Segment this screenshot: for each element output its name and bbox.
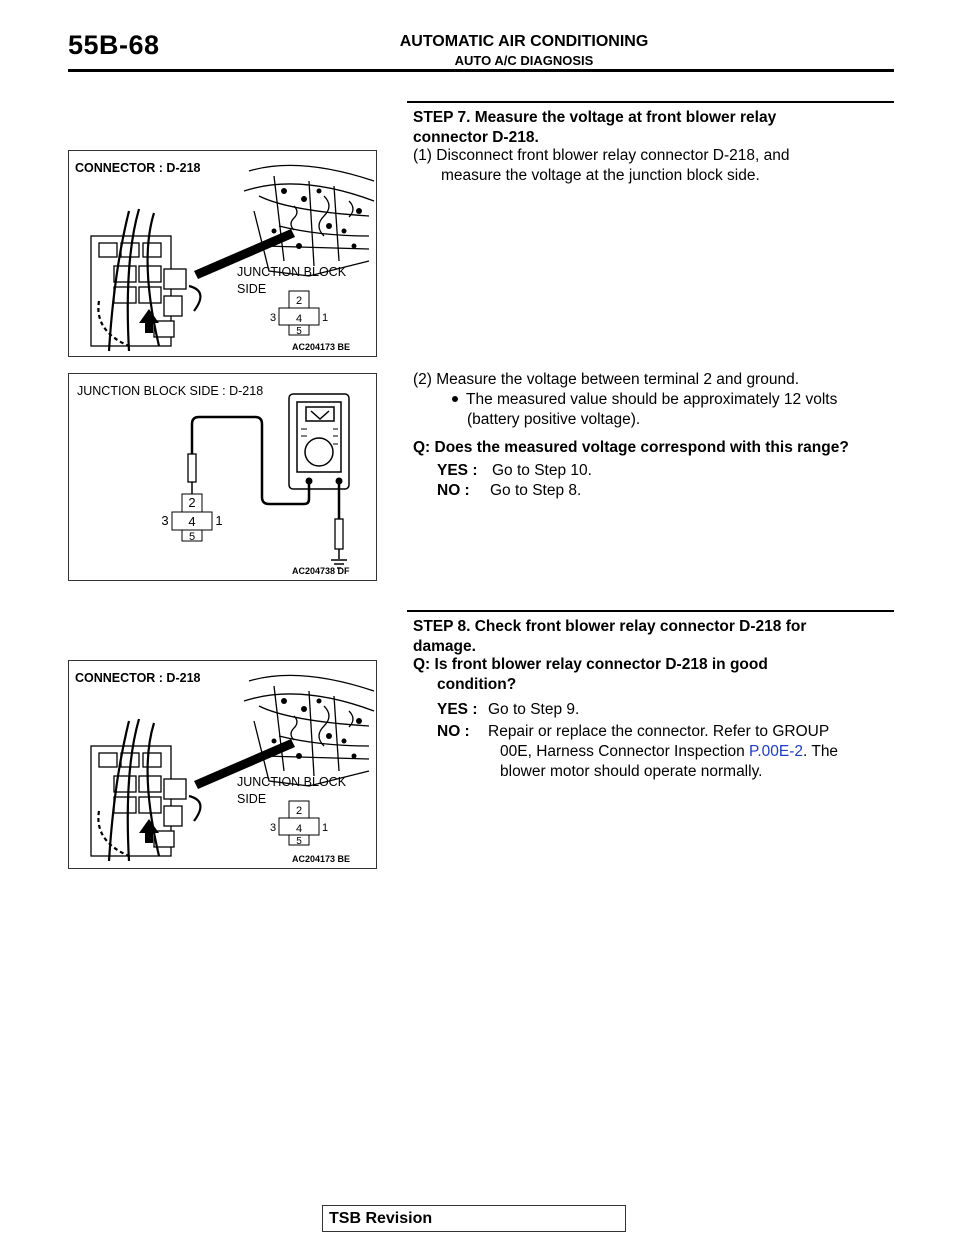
connector-illustration xyxy=(69,151,378,358)
figure-voltmeter xyxy=(68,373,377,581)
step7-yes-text: Go to Step 10. xyxy=(492,462,592,479)
tsb-revision-box: TSB Revision xyxy=(322,1205,626,1232)
pin-5: 5 xyxy=(188,531,196,543)
pin-3: 3 xyxy=(161,513,169,528)
step7-rule xyxy=(407,101,894,103)
step7-item1-line2: measure the voltage at the junction block side. xyxy=(441,167,760,184)
pin-2: 2 xyxy=(188,495,196,510)
side-label-line2: SIDE xyxy=(237,792,267,806)
step8-no-line1: Repair or replace the connector. Refer to GROUP xyxy=(488,723,830,740)
pin-4: 4 xyxy=(188,514,196,529)
figure-label: JUNCTION BLOCK SIDE : D-218 xyxy=(77,384,264,398)
pin-1: 1 xyxy=(215,513,223,528)
figure-caption: AC204173 BE xyxy=(292,854,351,864)
step7-heading-line1: STEP 7. Measure the voltage at front blower relay xyxy=(413,109,777,126)
figure-caption: AC204738 DF xyxy=(292,566,350,576)
step8-no-line2-text: 00E, Harness Connector Inspection xyxy=(500,743,749,760)
step8-no-line3: blower motor should operate normally. xyxy=(500,763,763,780)
pin-2: 2 xyxy=(295,295,303,307)
step7-bullet-line2: (battery positive voltage). xyxy=(467,411,641,428)
step8-question-line1: Q: Is front blower relay connector D-218 in good xyxy=(413,656,768,673)
step8-yes-text: Go to Step 9. xyxy=(488,701,580,718)
step7-item2: (2) Measure the voltage between terminal 2 and ground. xyxy=(413,371,800,388)
pin-4: 4 xyxy=(295,823,303,835)
step8-no-line2 xyxy=(500,742,838,762)
side-label-line1: JUNCTION BLOCK xyxy=(237,265,347,279)
header-rule xyxy=(68,69,894,72)
step8-no-line2-end: . The xyxy=(803,743,839,760)
pin-5: 5 xyxy=(296,836,302,847)
step7-yes-label: YES : xyxy=(437,462,478,479)
figure-label: CONNECTOR : D-218 xyxy=(75,671,201,685)
pin-1: 1 xyxy=(321,312,329,324)
step7-heading-line2: connector D-218. xyxy=(413,129,539,146)
junction-block-side-label xyxy=(237,774,346,808)
page-code: 55B-68 xyxy=(68,30,160,60)
figure-connector-2 xyxy=(68,660,377,869)
pin-3: 3 xyxy=(269,822,277,834)
connector-illustration xyxy=(69,661,378,870)
side-label-line2: SIDE xyxy=(237,282,267,296)
step8-question-line2: condition? xyxy=(437,676,517,693)
figure-label: CONNECTOR : D-218 xyxy=(75,161,201,175)
step8-no-label: NO : xyxy=(437,723,470,740)
pin-3: 3 xyxy=(269,312,277,324)
pin-2: 2 xyxy=(295,805,303,817)
step8-rule xyxy=(407,610,894,612)
figure-caption: AC204173 BE xyxy=(292,342,351,352)
pin-1: 1 xyxy=(321,822,329,834)
side-label-line1: JUNCTION BLOCK xyxy=(237,775,347,789)
step7-question: Q: Does the measured voltage correspond with this range? xyxy=(413,439,849,456)
voltmeter-illustration xyxy=(69,374,378,582)
section-title: AUTOMATIC AIR CONDITIONING xyxy=(399,33,649,50)
step7-item1-line1: (1) Disconnect front blower relay connector D-218, and xyxy=(413,147,790,164)
pin-5: 5 xyxy=(296,326,302,337)
step7-bullet-line1 xyxy=(452,390,837,410)
pin-4: 4 xyxy=(295,313,303,325)
figure-connector-1 xyxy=(68,150,377,357)
section-subtitle: AUTO A/C DIAGNOSIS xyxy=(454,53,594,68)
inspection-link[interactable]: P.00E-2 xyxy=(749,743,804,760)
bullet-icon xyxy=(452,396,458,402)
junction-block-side-label xyxy=(237,264,346,298)
step8-heading-line1: STEP 8. Check front blower relay connector D-218 for xyxy=(413,618,807,635)
step8-heading-line2: damage. xyxy=(413,638,476,655)
step8-yes-label: YES : xyxy=(437,701,478,718)
step7-no-label: NO : xyxy=(437,482,470,499)
step7-no-text: Go to Step 8. xyxy=(490,482,582,499)
bullet-text: The measured value should be approximately 12 volts xyxy=(466,391,838,408)
